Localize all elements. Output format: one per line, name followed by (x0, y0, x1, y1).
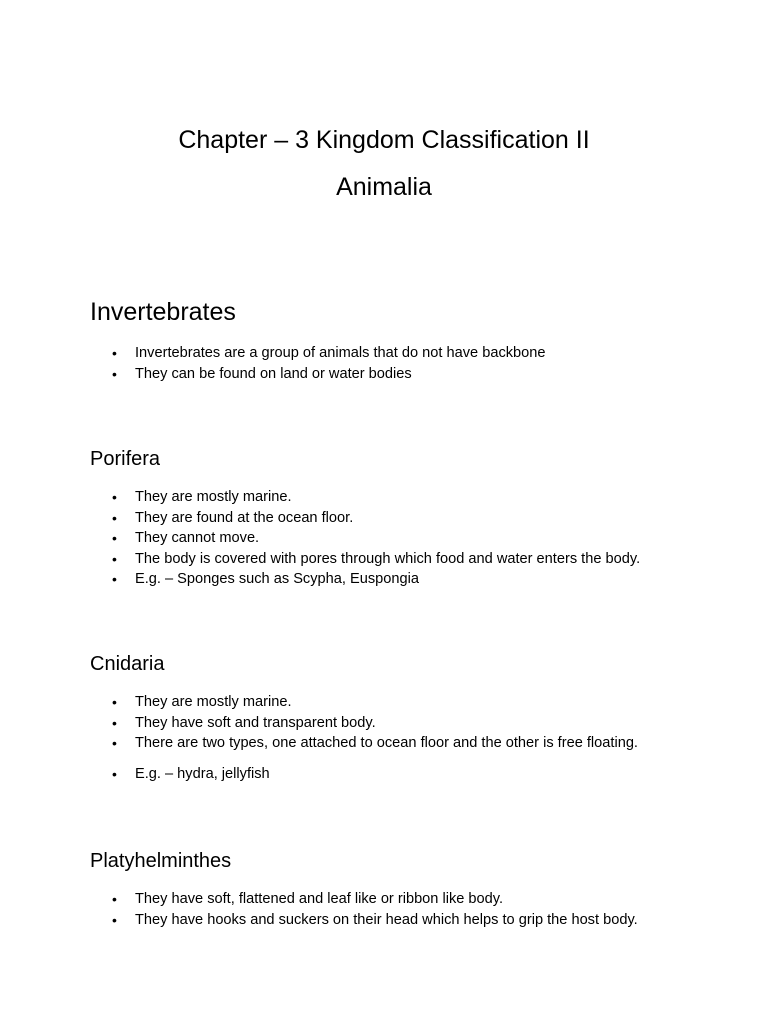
list-item: • Invertebrates are a group of animals that do not have backbone (90, 343, 730, 364)
bullet-list (90, 487, 730, 590)
bullet-icon: • (112, 345, 117, 361)
section-cnidaria (90, 652, 730, 784)
bullet-icon: • (112, 735, 117, 751)
list-item: • They have hooks and suckers on their head which helps to grip the host body. (90, 910, 730, 931)
list-item: • They can be found on land or water bodies (90, 364, 730, 385)
bullet-icon: • (112, 714, 117, 731)
list-item: • They have soft, flattened and leaf like or ribbon like body. (90, 889, 730, 910)
bullet-icon: • (112, 694, 117, 710)
bullet-icon: • (112, 365, 117, 382)
section-heading: Invertebrates (90, 298, 236, 326)
list-item: • The body is covered with pores through which food and water enters the body. (90, 549, 730, 570)
section-heading: Porifera (90, 448, 161, 470)
bullet-icon: • (112, 571, 117, 587)
bullet-list (90, 692, 730, 784)
list-item: • They have soft and transparent body. (90, 713, 730, 734)
section-invertebrates (90, 297, 730, 384)
section-platyhelminthes (90, 849, 730, 930)
list-item: • They are mostly marine. (90, 692, 730, 713)
list-item: • E.g. – Sponges such as Scypha, Euspongia (90, 569, 730, 590)
chapter-subtitle: Animalia (336, 173, 432, 201)
bullet-icon: • (112, 891, 117, 907)
list-item: • E.g. – hydra, jellyfish (90, 764, 730, 785)
list-item: • They are found at the ocean floor. (90, 508, 730, 529)
section-heading: Platyhelminthes (90, 850, 232, 872)
list-item: • There are two types, one attached to ocean floor and the other is free floating. (90, 733, 730, 754)
bullet-icon: • (112, 509, 117, 526)
section-heading: Cnidaria (90, 653, 165, 675)
chapter-title: Chapter – 3 Kingdom Classification II (178, 126, 590, 154)
list-item: • They cannot move. (90, 528, 730, 549)
bullet-icon: • (112, 489, 117, 505)
bullet-icon: • (112, 530, 117, 546)
bullet-icon: • (112, 911, 117, 928)
bullet-list (90, 889, 730, 930)
bullet-list (90, 343, 730, 384)
bullet-icon: • (112, 550, 117, 567)
list-item: • They are mostly marine. (90, 487, 730, 508)
section-porifera (90, 447, 730, 590)
bullet-icon: • (112, 765, 117, 782)
